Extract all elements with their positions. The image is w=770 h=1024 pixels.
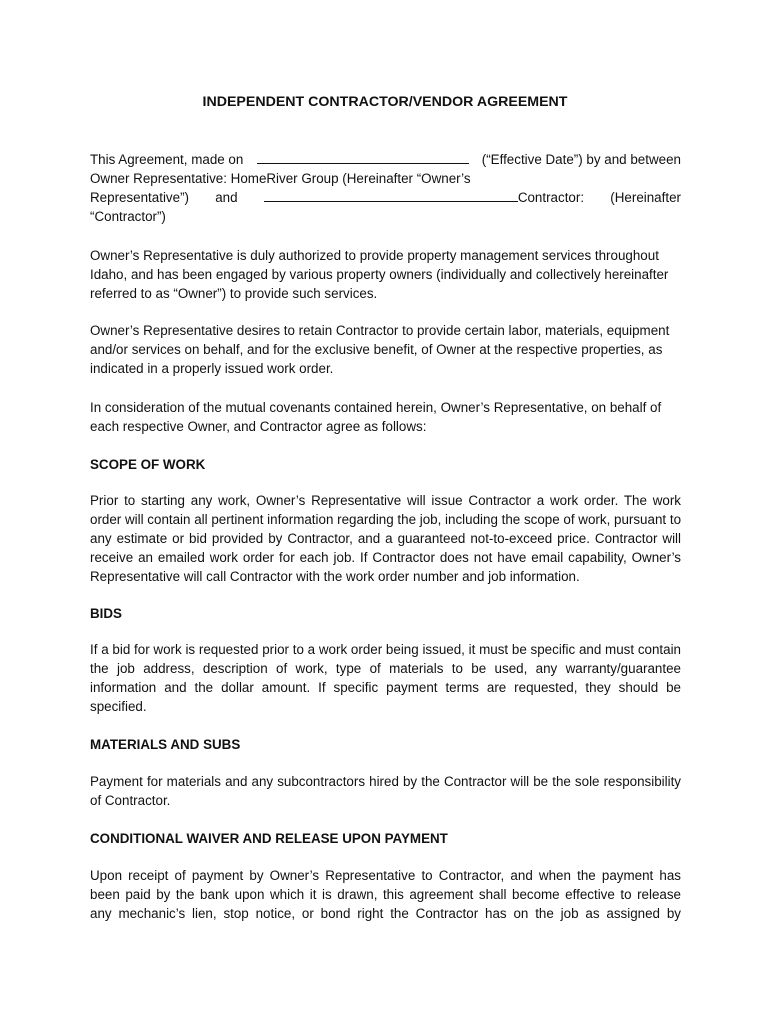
intro-line-2: Owner Representative: HomeRiver Group (Hereinafter “Owner’s: [90, 171, 471, 186]
intro-made-on-text: This Agreement, made on: [90, 152, 244, 167]
bids-heading: BIDS: [90, 606, 122, 621]
waiver-paragraph: [90, 866, 681, 923]
intro-line-3: [90, 188, 681, 207]
desires-paragraph: Owner’s Representative desires to retain Contractor to provide certain labor, materials, equipment and/or services on behalf, and for the exclusive benefit, of Owner at the respective properties, as indicated in a properly issued work order.: [90, 323, 670, 376]
authorized-paragraph: Owner’s Representative is duly authorized to provide property management services throughout Idaho, and has been engaged by various property owners (individually and collectively hereinafter referred to as “Owner”) to provide such services.: [90, 248, 669, 301]
waiver-heading: CONDITIONAL WAIVER AND RELEASE UPON PAYMENT: [90, 831, 448, 846]
intro-line-1: [90, 150, 681, 169]
intro-contractor-label: Contractor:: [517, 190, 585, 205]
contractor-name-blank[interactable]: [264, 189, 518, 202]
intro-hereinafter-text: (Hereinafter: [610, 190, 681, 205]
waiver-line-2: been paid by the bank upon which it is drawn, this agreement shall become effective to release: [90, 887, 681, 902]
intro-line-4: “Contractor”): [90, 209, 166, 224]
scope-paragraph: Prior to starting any work, Owner’s Representative will issue Contractor a work order. The work order will contain all pertinent information regarding the job, including the scope of work, pursuant to any estimate or bid provided by Contractor, and a guaranteed not-to-exceed price. Contractor will receive an emailed work order for each job. If Contractor does not have email capability, Owner’s Representative will call Contractor with the work order number and job information.: [90, 493, 682, 584]
intro-representative-text: Representative”): [90, 190, 189, 205]
intro-and-text: and: [215, 190, 238, 205]
waiver-line-1: Upon receipt of payment by Owner’s Representative to Contractor, and when the payment has: [90, 868, 681, 883]
materials-heading: MATERIALS AND SUBS: [90, 737, 241, 752]
intro-effective-date-text: (“Effective Date”) by and between: [481, 152, 681, 167]
bids-paragraph: If a bid for work is requested prior to a work order being issued, it must be specific and must contain the job address, description of work, type of materials to be used, any warranty/guarantee information and the dollar amount. If specific payment terms are requested, they should be specified.: [90, 642, 681, 714]
effective-date-blank[interactable]: [257, 151, 469, 164]
consideration-paragraph: In consideration of the mutual covenants contained herein, Owner’s Representative, on behalf of each respective Owner, and Contractor agree as follows:: [90, 400, 662, 434]
waiver-line-3: any mechanic’s lien, stop notice, or bond right the Contractor has on the job as assigned by: [90, 906, 681, 921]
materials-paragraph: Payment for materials and any subcontractors hired by the Contractor will be the sole responsibility of Contractor.: [90, 774, 681, 808]
intro-paragraph: [90, 150, 681, 226]
scope-heading: SCOPE OF WORK: [90, 457, 206, 472]
document-title: INDEPENDENT CONTRACTOR/VENDOR AGREEMENT: [202, 94, 568, 110]
